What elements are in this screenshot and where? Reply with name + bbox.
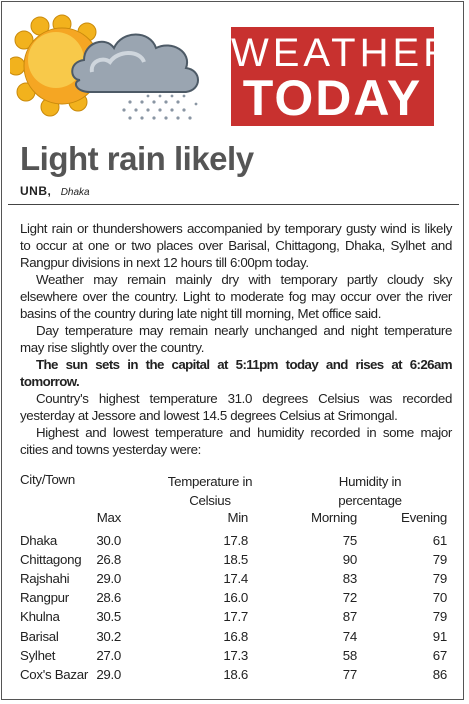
evening-humidity: 70 <box>432 590 447 606</box>
morning-column-header: Morning <box>311 510 357 526</box>
masthead-title <box>231 27 457 126</box>
min-temp: 18.5 <box>223 551 248 567</box>
table-row <box>20 552 452 571</box>
city-name: Dhaka <box>20 532 57 548</box>
min-temp: 18.6 <box>223 666 248 682</box>
morning-humidity: 90 <box>342 551 357 567</box>
evening-column-header: Evening <box>401 510 447 526</box>
table-header-row <box>20 491 452 510</box>
morning-humidity: 83 <box>342 570 357 586</box>
min-temp: 17.8 <box>223 532 248 548</box>
max-temp: 30.2 <box>96 628 121 644</box>
city-name: Chittagong <box>20 551 82 567</box>
max-temp: 30.5 <box>96 609 121 625</box>
morning-humidity: 58 <box>342 647 357 663</box>
min-temp: 16.8 <box>223 628 248 644</box>
evening-humidity: 91 <box>432 628 447 644</box>
city-name: Rangpur <box>20 590 69 606</box>
evening-humidity: 67 <box>432 647 447 663</box>
paragraph: Highest and lowest temperature and humidity recorded in some major cities and towns yesterday were: <box>20 425 452 457</box>
evening-humidity: 86 <box>432 666 447 682</box>
morning-humidity: 77 <box>342 666 357 682</box>
temperature-header: Temperature in <box>167 474 253 489</box>
table-subheader-row <box>20 510 452 529</box>
byline-location: Dhaka <box>60 187 90 198</box>
city-name: Barisal <box>20 628 59 644</box>
table-header-row <box>20 472 452 491</box>
evening-humidity: 79 <box>432 551 447 567</box>
morning-humidity: 72 <box>342 590 357 606</box>
sun-rain-cloud-icon <box>10 10 225 125</box>
city-name: Rajshahi <box>20 570 70 586</box>
min-temp: 17.3 <box>223 647 248 663</box>
paragraph: Light rain or thundershowers accompanied by temporary gusty wind is likely to occur at one or two places over Barisal, Chittagong, Dhaka, Sylhet and Rangpur divisions in next 12 hours till 6:00pm today. <box>20 221 452 270</box>
table-row <box>20 590 452 609</box>
min-column-header: Min <box>227 510 248 526</box>
sunset-sunrise-paragraph: The sun sets in the capital at 5:11pm today and rises at 6:26am tomorrow. <box>20 357 452 389</box>
paragraph: Day temperature may remain nearly unchanged and night temperature may rise slightly over the country. <box>20 323 452 355</box>
evening-humidity: 61 <box>432 532 447 548</box>
city-name: Sylhet <box>20 647 56 663</box>
temperature-unit-header: Celsius <box>189 493 231 509</box>
city-name: Khulna <box>20 609 60 625</box>
paragraph: Country's highest temperature 31.0 degrees Celsius was recorded yesterday at Jessore and lowest 14.5 degrees Celsius at Srimongal. <box>20 391 452 423</box>
morning-humidity: 75 <box>342 532 357 548</box>
masthead-line1: WEATHER <box>231 31 457 75</box>
table-row <box>20 629 452 648</box>
divider <box>8 204 459 205</box>
headline: Light rain likely <box>20 140 254 177</box>
max-temp: 29.0 <box>96 666 121 682</box>
temperature-humidity-table <box>20 472 452 686</box>
city-name: Cox's Bazar <box>20 666 88 682</box>
max-column-header: Max <box>96 510 121 526</box>
evening-humidity: 79 <box>432 609 447 625</box>
paragraph: Weather may remain mainly dry with temporary partly cloudy sky elsewhere over the country. Light to moderate fog may occur over the river basins of the country during late night till morning, Met office said. <box>20 272 452 321</box>
table-row <box>20 533 452 552</box>
masthead-line2: TODAY <box>242 70 423 126</box>
morning-humidity: 87 <box>342 609 357 625</box>
morning-humidity: 74 <box>342 628 357 644</box>
byline <box>20 184 90 198</box>
table-row <box>20 609 452 628</box>
min-temp: 17.7 <box>223 609 248 625</box>
min-temp: 16.0 <box>223 590 248 606</box>
max-temp: 28.6 <box>96 590 121 606</box>
max-temp: 26.8 <box>96 551 121 567</box>
max-temp: 29.0 <box>96 570 121 586</box>
city-column-header: City/Town <box>20 472 75 487</box>
table-row <box>20 648 452 667</box>
humidity-unit-header: percentage <box>338 493 402 509</box>
min-temp: 17.4 <box>223 570 248 586</box>
byline-source: UNB, <box>20 184 52 198</box>
max-temp: 27.0 <box>96 647 121 663</box>
table-row <box>20 667 452 686</box>
humidity-header: Humidity in <box>338 474 402 489</box>
max-temp: 30.0 <box>96 532 121 548</box>
evening-humidity: 79 <box>432 570 447 586</box>
rain-cloud-icon <box>72 35 198 120</box>
table-row <box>20 571 452 590</box>
article-body <box>20 220 452 458</box>
